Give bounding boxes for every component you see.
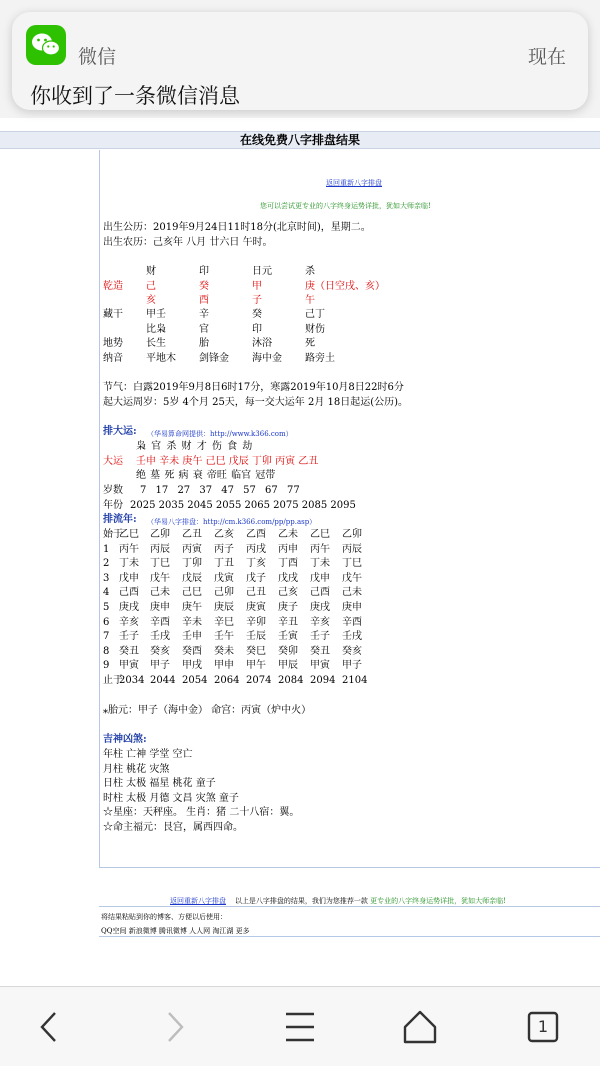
liunian-cell: 丁巳 (150, 558, 170, 569)
branch-2: 酉 (199, 295, 209, 306)
liunian-cell: 壬申 (182, 631, 202, 642)
stem-4: 庚（日空戌、亥） (305, 281, 385, 292)
liunian-start-label: 始于 (103, 529, 123, 540)
dayun-source-link[interactable]: （华易算命网提供：http://www.k366.com） (147, 430, 293, 438)
dayun-label: 大运 (103, 456, 123, 467)
liunian-start-cell: 乙酉 (246, 529, 266, 540)
dishi-2: 胎 (199, 338, 209, 349)
wechat-notification[interactable] (12, 12, 588, 110)
liunian-cell: 戊寅 (214, 573, 234, 584)
liunian-cell: 庚寅 (246, 602, 266, 613)
liunian-cell: 甲子 (150, 660, 170, 671)
liunian-cell: 辛卯 (246, 617, 266, 628)
liunian-cell: 癸亥 (342, 646, 362, 657)
year-label: 年份 (103, 500, 123, 511)
dayun-states: 绝 墓 死 病 衰 帝旺 临官 冠带 (136, 470, 276, 481)
god-4: 杀 (305, 266, 315, 277)
share-links[interactable]: QQ空间 新浪微博 腾讯微博 人人网 淘江湖 更多 (101, 927, 250, 935)
liunian-cell: 甲戌 (182, 660, 202, 671)
liunian-cell: 辛未 (182, 617, 202, 628)
tabs-button[interactable] (521, 1005, 565, 1049)
liunian-row-number: 7 (103, 631, 110, 642)
divider (99, 867, 600, 868)
god-1: 财 (146, 266, 156, 277)
liunian-row-number: 1 (103, 544, 110, 555)
liunian-cell: 丙申 (278, 544, 298, 555)
home-icon[interactable] (398, 1005, 442, 1049)
liunian-cell: 甲辰 (278, 660, 298, 671)
footer-back-link[interactable]: 返回重新八字排盘 (170, 897, 226, 905)
liunian-cell: 己卯 (214, 587, 234, 598)
god-2: 印 (199, 266, 209, 277)
notification-time: 现在 (527, 46, 566, 68)
liunian-cell: 壬戌 (342, 631, 362, 642)
footer-line (170, 895, 506, 907)
liunian-start-cell: 乙丑 (182, 529, 202, 540)
page-title: 在线免费八字排盘结果 (0, 131, 600, 149)
shensha-line: ☆命主福元：艮宫，属西四命。 (103, 822, 243, 833)
canggan-god-3: 印 (252, 324, 262, 335)
dayun-ages: 7 17 27 37 47 57 67 77 (140, 485, 300, 496)
forward-icon[interactable] (152, 1005, 196, 1049)
liunian-cell: 庚戌 (119, 602, 139, 613)
branch-4: 午 (305, 295, 315, 306)
promo-link[interactable]: 您可以尝试更专业的八字终身运势详批，犹如大师亲临! (260, 202, 431, 210)
liunian-cell: 己巳 (182, 587, 202, 598)
share-prompt: 将结果粘贴到你的博客、方便以后使用： (101, 913, 227, 921)
liunian-cell: 戊申 (310, 573, 330, 584)
liunian-start-cell: 乙卯 (342, 529, 362, 540)
liunian-heading: 排流年: (103, 514, 137, 525)
liunian-cell: 丁未 (310, 558, 330, 569)
notification-app-name: 微信 (78, 46, 117, 68)
liunian-end-cell: 2074 (246, 675, 272, 686)
notification-message: 你收到了一条微信消息 (30, 84, 240, 108)
liunian-end-cell: 2094 (310, 675, 336, 686)
liunian-cell: 庚戌 (310, 602, 330, 613)
liunian-cell: 丁巳 (342, 558, 362, 569)
liunian-cell: 癸丑 (119, 646, 139, 657)
liunian-row-number: 3 (103, 573, 110, 584)
menu-icon[interactable] (278, 1005, 322, 1049)
liunian-cell: 辛亥 (119, 617, 139, 628)
liunian-cell: 壬子 (310, 631, 330, 642)
liunian-end-cell: 2044 (150, 675, 176, 686)
qiyun: 起大运周岁：5岁 4个月 25天，每一交大运年 2月 18日起运(公历)。 (103, 397, 409, 408)
back-icon[interactable] (28, 1005, 72, 1049)
birth-solar: 出生公历：2019年9月24日11时18分(北京时间)，星期二。 (103, 222, 371, 233)
liunian-cell: 壬子 (119, 631, 139, 642)
liunian-row-number: 2 (103, 558, 110, 569)
stem-2: 癸 (199, 281, 209, 292)
qianzao-label: 乾造 (103, 281, 123, 292)
nayin-2: 剑锋金 (199, 353, 229, 364)
liunian-cell: 庚辰 (214, 602, 234, 613)
liunian-cell: 丁卯 (182, 558, 202, 569)
liunian-cell: 辛酉 (150, 617, 170, 628)
liunian-cell: 庚子 (278, 602, 298, 613)
nayin-4: 路旁土 (305, 353, 335, 364)
liunian-cell: 庚申 (342, 602, 362, 613)
shensha-line: 日柱 太极 福星 桃花 童子 (103, 778, 216, 789)
liunian-end-cell: 2104 (342, 675, 368, 686)
liunian-start-cell: 乙亥 (214, 529, 234, 540)
liunian-end-cell: 2084 (278, 675, 304, 686)
birth-lunar: 出生农历：己亥年 八月 廿六日 午时。 (103, 237, 273, 248)
liunian-end-cell: 2054 (182, 675, 208, 686)
age-label: 岁数 (103, 485, 123, 496)
liunian-row-number: 4 (103, 587, 110, 598)
liunian-cell: 戊辰 (182, 573, 202, 584)
liunian-cell: 丙午 (310, 544, 330, 555)
jieqi: 节气：白露2019年9月8日6时17分，寒露2019年10月8日22时6分 (103, 382, 404, 393)
liunian-cell: 丁未 (119, 558, 139, 569)
liunian-cell: 戊子 (246, 573, 266, 584)
liunian-row-number: 6 (103, 617, 110, 628)
liunian-end-cell: 2034 (119, 675, 145, 686)
liunian-cell: 己酉 (310, 587, 330, 598)
dishi-3: 沐浴 (252, 338, 272, 349)
canggan-god-1: 比枭 (146, 324, 166, 335)
dishi-4: 死 (305, 338, 315, 349)
browser-toolbar (0, 986, 600, 1066)
liunian-row-number: 9 (103, 660, 110, 671)
liunian-cell: 癸酉 (182, 646, 202, 657)
nayin-3: 海中金 (252, 353, 282, 364)
dayun-gods: 枭 官 杀 财 才 伤 食 劫 (136, 441, 253, 452)
liunian-cell: 癸卯 (278, 646, 298, 657)
liunian-start-cell: 乙卯 (150, 529, 170, 540)
nayin-1: 平地木 (146, 353, 176, 364)
canggan-3: 癸 (252, 309, 262, 320)
liunian-cell: 丙子 (214, 544, 234, 555)
liunian-cell: 戊午 (150, 573, 170, 584)
liunian-cell: 癸巳 (246, 646, 266, 657)
liunian-cell: 庚午 (182, 602, 202, 613)
god-3: 日元 (252, 266, 272, 277)
liunian-row-number: 5 (103, 602, 110, 613)
shensha-line: 月柱 桃花 灾煞 (103, 764, 170, 775)
canggan-god-2: 官 (199, 324, 209, 335)
stem-3: 甲 (252, 281, 262, 292)
tab-count: 1 (537, 1017, 549, 1036)
liunian-cell: 辛丑 (278, 617, 298, 628)
liunian-cell: 己亥 (278, 587, 298, 598)
dishi-1: 长生 (146, 338, 166, 349)
liunian-cell: 戊申 (119, 573, 139, 584)
shensha-line: 年柱 亡神 学堂 空亡 (103, 749, 193, 760)
liunian-row-number: 8 (103, 646, 110, 657)
liunian-cell: 癸未 (214, 646, 234, 657)
dayun-heading: 排大运: (103, 426, 137, 437)
liunian-end-label: 止于 (103, 675, 123, 686)
shensha-heading: 吉神凶煞: (103, 734, 147, 745)
stem-1: 己 (146, 281, 156, 292)
liunian-cell: 壬午 (214, 631, 234, 642)
liunian-source-link[interactable]: （华易八字排盘：http://cm.k366.com/pp/pp.asp） (147, 518, 317, 526)
canggan-1: 甲壬 (146, 309, 166, 320)
liunian-cell: 丙午 (119, 544, 139, 555)
liunian-cell: 丙戌 (246, 544, 266, 555)
wechat-icon (26, 25, 66, 65)
canggan-2: 辛 (199, 309, 209, 320)
liunian-cell: 癸丑 (310, 646, 330, 657)
liunian-start-cell: 乙巳 (310, 529, 330, 540)
liunian-cell: 甲子 (342, 660, 362, 671)
liunian-cell: 丁丑 (214, 558, 234, 569)
liunian-cell: 己未 (342, 587, 362, 598)
shensha-line: 时柱 太极 月德 文昌 灾煞 童子 (103, 793, 239, 804)
canggan-4: 己丁 (305, 309, 325, 320)
liunian-end-cell: 2064 (214, 675, 240, 686)
liunian-start-cell: 乙巳 (119, 529, 139, 540)
branch-1: 亥 (146, 295, 156, 306)
liunian-cell: 壬寅 (278, 631, 298, 642)
taiyuan: ⁎胎元：甲子（海中金） 命宫：丙寅（炉中火） (103, 705, 312, 716)
liunian-cell: 己丑 (246, 587, 266, 598)
liunian-cell: 癸亥 (150, 646, 170, 657)
liunian-cell: 甲午 (246, 660, 266, 671)
liunian-cell: 甲寅 (119, 660, 139, 671)
liunian-cell: 辛亥 (310, 617, 330, 628)
liunian-cell: 辛巳 (214, 617, 234, 628)
dayun-items: 壬申 辛未 庚午 己巳 戊辰 丁卯 丙寅 乙丑 (136, 456, 319, 467)
canggan-god-4: 财伤 (305, 324, 325, 335)
nayin-label: 纳音 (103, 353, 123, 364)
branch-3: 子 (252, 295, 262, 306)
dayun-years: 2025 2035 2045 2055 2065 2075 2085 2095 (130, 500, 356, 511)
liunian-cell: 丙辰 (342, 544, 362, 555)
liunian-cell: 丙辰 (150, 544, 170, 555)
footer-promo-link[interactable]: 更专业的八字终身运势详批，犹如大师亲临! (370, 897, 506, 905)
liunian-cell: 壬辰 (246, 631, 266, 642)
dishi-label: 地势 (103, 338, 123, 349)
liunian-start-cell: 乙未 (278, 529, 298, 540)
footer-text: 以上是八字排盘的结果，我们为您推荐一款 (234, 897, 368, 905)
shensha-line: ☆星座：天秤座。 生肖：猪 二十八宿：翼。 (103, 807, 300, 818)
liunian-cell: 庚申 (150, 602, 170, 613)
liunian-cell: 丁酉 (278, 558, 298, 569)
liunian-cell: 甲寅 (310, 660, 330, 671)
rearrange-link[interactable]: 返回重新八字排盘 (326, 179, 382, 187)
liunian-cell: 己未 (150, 587, 170, 598)
liunian-cell: 丙寅 (182, 544, 202, 555)
liunian-cell: 丁亥 (246, 558, 266, 569)
liunian-cell: 己酉 (119, 587, 139, 598)
liunian-cell: 壬戌 (150, 631, 170, 642)
liunian-cell: 甲申 (214, 660, 234, 671)
liunian-cell: 戊午 (342, 573, 362, 584)
liunian-cell: 戊戌 (278, 573, 298, 584)
canggan-label: 藏干 (103, 309, 123, 320)
liunian-cell: 辛酉 (342, 617, 362, 628)
